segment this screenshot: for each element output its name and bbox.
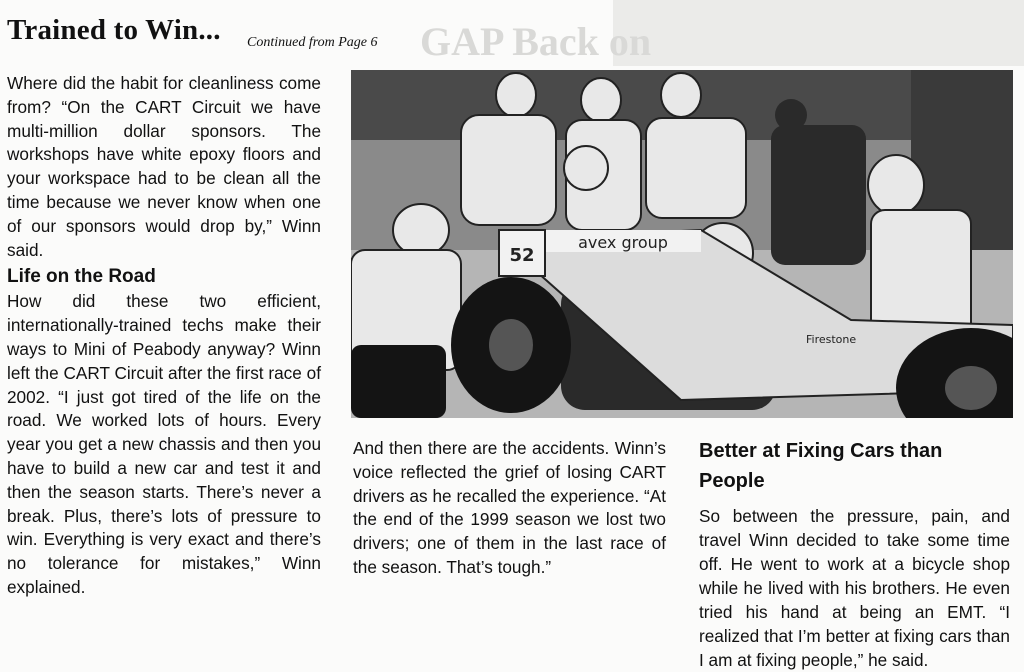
article-title: Trained to Win...	[7, 14, 221, 46]
tire-brand-label: Firestone	[806, 333, 857, 346]
left-column	[7, 72, 321, 600]
section-heading-better-at-fixing: Better at Fixing Cars than People	[699, 440, 943, 492]
paragraph-fixing-people: So between the pressure, pain, and travel Winn decided to take some time off. He went to work at a bicycle shop while he lived with his brothers. He even tried his hand at being an EMT. “I realized that I’m better at fixing cars than I am at fixing people,” he said.	[699, 506, 1010, 670]
sponsor-label: avex group	[578, 233, 668, 252]
bleed-through-band	[613, 0, 1024, 66]
paragraph-cleanliness: Where did the habit for cleanliness come from? “On the CART Circuit we have multi-million dollar sponsors. The workshops have white epoxy floors and your workspace had to be clean all the time because we never know when one of our sponsors would drop by,” Winn said.	[7, 73, 321, 260]
middle-column	[353, 437, 666, 580]
paragraph-life-on-road: How did these two efficient, internationally-trained techs make their ways to Mini of Peabody anyway? Winn left the CART Circuit after the first race of 2002. “I just got tired of the life on the road. We worked lots of hours. Every year you get a new chassis and then you have to build a new car and test it and then the season starts. There’s never a break. Plus, there’s lots of pressure to win. Everything is very exact and there’s no tolerance for mistakes,” Winn explained.	[7, 291, 321, 597]
pit-stop-illustration	[351, 70, 1013, 418]
car-number-label: 52	[509, 245, 535, 266]
bleed-through-text: GAP Back on	[420, 19, 652, 64]
continued-note: Continued from Page 6	[247, 35, 378, 50]
pit-stop-photo	[351, 70, 1013, 418]
right-column	[699, 436, 1010, 672]
paragraph-accidents: And then there are the accidents. Winn’s voice reflected the grief of losing CART drivers as he recalled the experience. “At the end of the 1999 season we lost two drivers; one of them in the last race of the season. That’s tough.”	[353, 438, 666, 577]
section-heading-life-on-the-road: Life on the Road	[7, 266, 156, 288]
